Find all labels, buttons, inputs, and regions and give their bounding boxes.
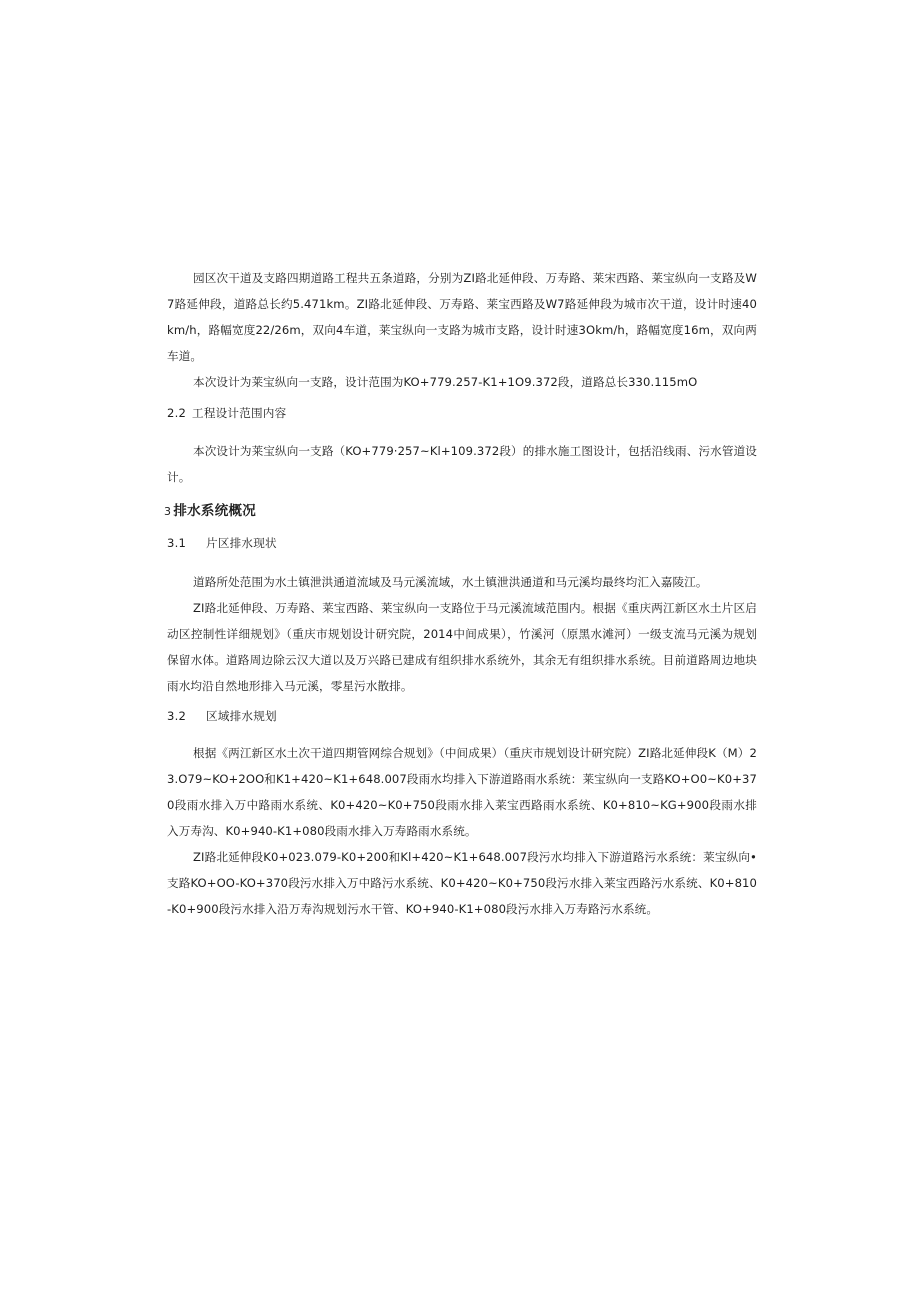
section-title: 排水系统概况 [173,503,257,519]
subsection-number: 3.2 [167,709,187,723]
paragraph-design-content: 本次设计为莱宝纵向一支路（KO+779·257~Kl+109.372段）的排水施工图设计，包括沿线雨、污水管道设计。 [167,444,757,484]
section-heading-3 [164,501,256,522]
paragraph-sewage-plan: ZI路北延伸段K0+023.079-K0+200和Kl+420~K1+648.007段污水均排入下游道路污水系统：莱宝纵向•支路KO+OO-KO+370段污水排入万中路污水系统、K0+420~K0+750段污水排入莱宝西路污水系统、K0+810-K0+900段污水排入沿万寿沟规划污水干管、KO+940-K1+080段污水排入万寿路污水系统。 [167,850,757,916]
subsection-title: 区域排水规划 [206,709,277,723]
subsection-heading-3-1 [167,534,277,552]
paragraph-project-overview: 园区次干道及支路四期道路工程共五条道路，分别为ZI路北延伸段、万寿路、莱宋西路、莱宝纵向一支路及W7路延伸段，道路总长约5.471km。ZI路北延伸段、万寿路、莱宝西路及W7路延伸段为城市次干道，设计时速40km/h，路幅宽度22/26m，双向4车道，莱宝纵向一支路为城市支路，设计时速3Okm/h，路幅宽度16m，双向两车道。 [167,271,757,363]
subsection-number: 2.2 [167,406,187,420]
subsection-title: 工程设计范围内容 [192,406,287,420]
paragraph-design-scope: 本次设计为莱宝纵向一支路，设计范围为KO+779.257-K1+1O9.372段，道路总长330.115mO [193,375,698,389]
section-number: 3 [164,505,172,518]
paragraph-drainage-status: ZI路北延伸段、万寿路、莱宝西路、莱宝纵向一支路位于马元溪流域范围内。根据《重庆两江新区水土片区启动区控制性详细规划》（重庆市规划设计研究院，2014中间成果），竹溪河（原黑水滩河）一级支流马元溪为规划保留水体。道路周边除云汉大道以及万兴路已建成有组织排水系统外，其余无有组织排水系统。目前道路周边地块雨水均沿自然地形排入马元溪，零星污水散排。 [167,601,757,693]
paragraph-rainwater-plan: 根据《两江新区水土次干道四期管网综合规划》（中间成果）（重庆市规划设计研究院）ZI路北延伸段K（M）23.O79~KO+2OO和K1+420~K1+648.007段雨水均排入下游道路雨水系统：莱宝纵向一支路KO+O0~K0+370段雨水排入万中路雨水系统、K0+420~K0+750段雨水排入莱宝西路雨水系统、K0+810~KG+900段雨水排入万寿沟、K0+940-K1+080段雨水排入万寿路雨水系统。 [167,746,757,838]
subsection-heading-2-2 [167,404,286,422]
subsection-title: 片区排水现状 [206,536,277,550]
paragraph-drainage-basin: 道路所处范围为水土镇泄洪通道流域及马元溪流域，水土镇泄洪通道和马元溪均最终均汇入嘉陵江。 [193,575,708,589]
subsection-number: 3.1 [167,536,187,550]
subsection-heading-3-2 [167,707,277,725]
